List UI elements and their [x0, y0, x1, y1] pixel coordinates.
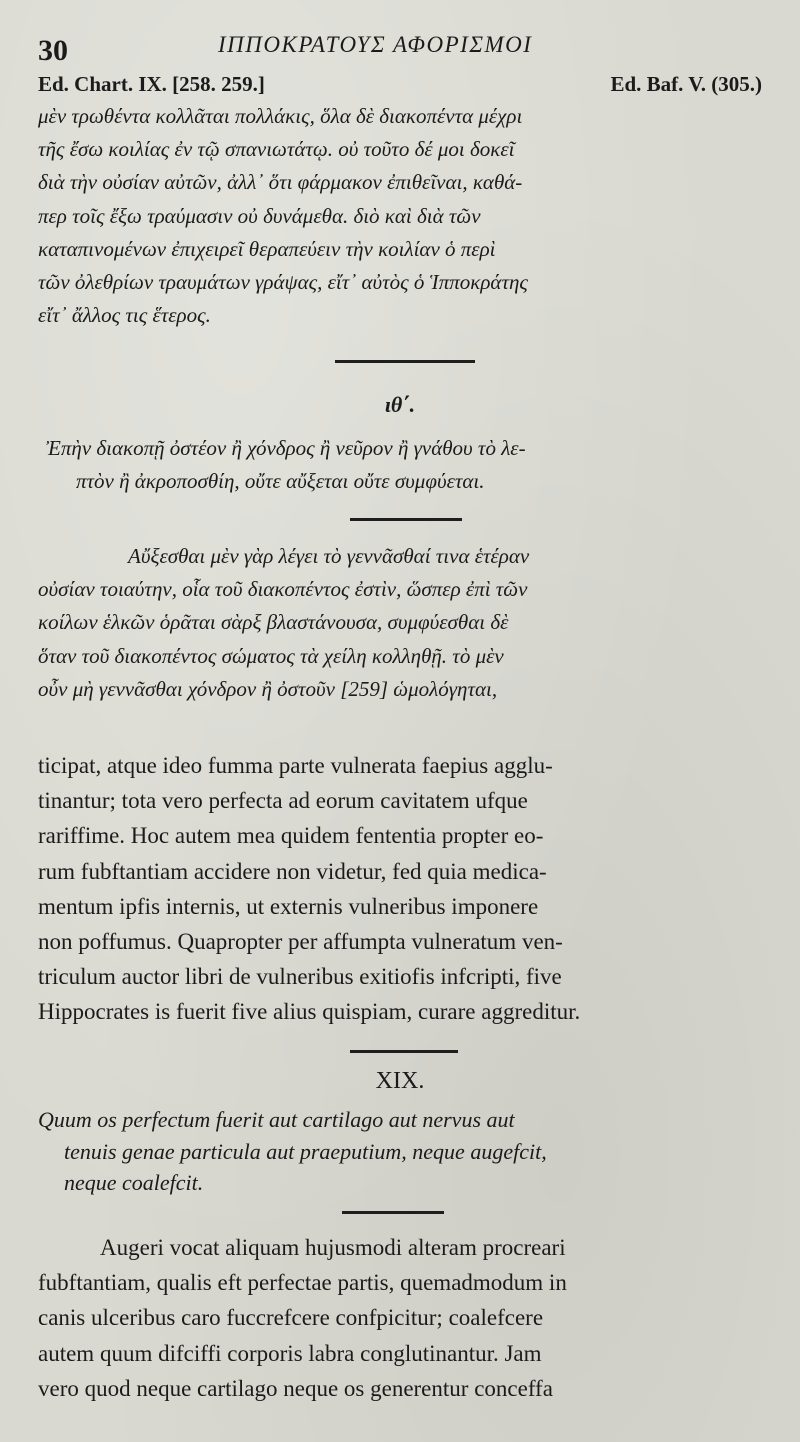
text-line: μὲν τρωθέντα κολλᾶται πολλάκις, ὅλα δὲ διακοπέντα μέχρι — [38, 104, 523, 128]
edition-basel-ref: Ed. Baf. V. (305.) — [610, 72, 762, 96]
text-line: canis ulceribus caro fuccrefcere confpicitur; coalefcere — [38, 1305, 544, 1331]
text-line: rariffime. Hoc autem mea quidem fententia propter eo- — [38, 823, 544, 849]
section-divider — [335, 360, 475, 363]
running-title: ΙΠΠΟΚΡΑΤΟΥΣ ΑΦΟΡΙΣΜΟΙ — [218, 32, 533, 57]
text-line: Quum os perfectum fuerit aut cartilago aut nervus aut — [38, 1107, 515, 1132]
greek-commentary — [38, 540, 764, 706]
text-line: Αὔξεσθαι μὲν γὰρ λέγει τὸ γεννᾶσθαί τινα ἑτέραν — [128, 544, 530, 568]
text-line: τῶν ὀλεθρίων τραυμάτων γράψας, εἴτ᾽ αὐτὸς ὁ Ἱπποκράτης — [38, 270, 528, 295]
page-header — [38, 30, 762, 70]
text-line: διὰ τὴν οὐσίαν αὐτῶν, ἀλλ᾽ ὅτι φάρμακον ἐπιθεῖναι, καθά- — [38, 170, 523, 195]
text-line: ticipat, atque ideo fumma parte vulnerata faepius agglu- — [38, 753, 553, 778]
text-line: non poffumus. Quapropter per affumpta vulneratum ven- — [38, 929, 563, 955]
text-line: Augeri vocat aliquam hujusmodi alteram procreari — [100, 1235, 566, 1260]
text-line: οὐσίαν τοιαύτην, οἷα τοῦ διακοπέντος ἐστὶν, ὥσπερ ἐπὶ τῶν — [38, 577, 528, 602]
text-line: κοίλων ἑλκῶν ὁρᾶται σὰρξ βλαστάνουσα, συμφύεσθαι δὲ — [38, 610, 509, 635]
section-divider — [342, 1211, 444, 1214]
latin-aphorism-number: XIX. — [375, 1068, 425, 1094]
text-line: Ἐπὴν διακοπῇ ὀστέον ἢ χόνδρος ἢ νεῦρον ἢ γνάθου τὸ λε- — [46, 436, 526, 460]
latin-commentary-continued — [38, 748, 764, 1030]
text-line: rum fubftantiam accidere non videtur, fed quia medica- — [38, 858, 547, 884]
text-line: ὅταν τοῦ διακοπέντος σώματος τὰ χείλη κολληθῇ. τὸ μὲν — [38, 643, 504, 668]
text-line: Hippocrates is fuerit five alius quispiam, curare aggreditur. — [38, 999, 581, 1025]
text-line: tenuis genae particula aut praeputium, neque augefcit, — [64, 1138, 547, 1164]
edition-line — [38, 72, 762, 98]
page-number: 30 — [38, 34, 68, 67]
text-line: καταπινομένων ἐπιχειρεῖ θεραπεύειν τὴν κοιλίαν ὁ περὶ — [38, 236, 496, 261]
text-line: autem quum difciffi corporis labra conglutinantur. Jam — [38, 1340, 542, 1366]
text-line: τῆς ἔσω κοιλίας ἐν τῷ σπανιωτάτῳ. οὐ τοῦτο δέ μοι δοκεῖ — [38, 137, 515, 162]
text-line: οὖν μὴ γεννᾶσθαι χόνδρον ἢ ὀστοῦν [259] ὡμολόγηται, — [38, 676, 498, 701]
text-line: εἴτ᾽ ἄλλος τις ἕτερος. — [38, 303, 211, 328]
greek-aphorism — [38, 432, 764, 498]
text-line: neque coalefcit. — [64, 1170, 204, 1195]
section-divider — [350, 518, 462, 521]
edition-chart-ref: Ed. Chart. IX. [258. 259.] — [38, 72, 265, 96]
text-line: περ τοῖς ἔξω τραύμασιν οὐ δυνάμεθα. διὸ καὶ διὰ τῶν — [38, 203, 481, 228]
greek-commentary-continued — [38, 100, 764, 332]
text-line: vero quod neque cartilago neque os generentur conceffa — [38, 1375, 553, 1401]
text-line: triculum auctor libri de vulneribus exitiofis infcripti, five — [38, 964, 562, 990]
text-line: tinantur; tota vero perfecta ad eorum cavitatem ufque — [38, 788, 528, 814]
text-line: fubftantiam, qualis eft perfectae partis, quemadmodum in — [38, 1270, 567, 1296]
section-divider — [350, 1050, 458, 1053]
greek-aphorism-number: ιθ΄. — [384, 392, 416, 417]
text-line: mentum ipfis internis, ut externis vulneribus imponere — [38, 893, 539, 919]
text-line: πτὸν ἢ ἀκροποσθίη, οὔτε αὔξεται οὔτε συμφύεται. — [76, 469, 485, 494]
latin-commentary — [38, 1230, 764, 1406]
latin-aphorism — [38, 1104, 764, 1199]
